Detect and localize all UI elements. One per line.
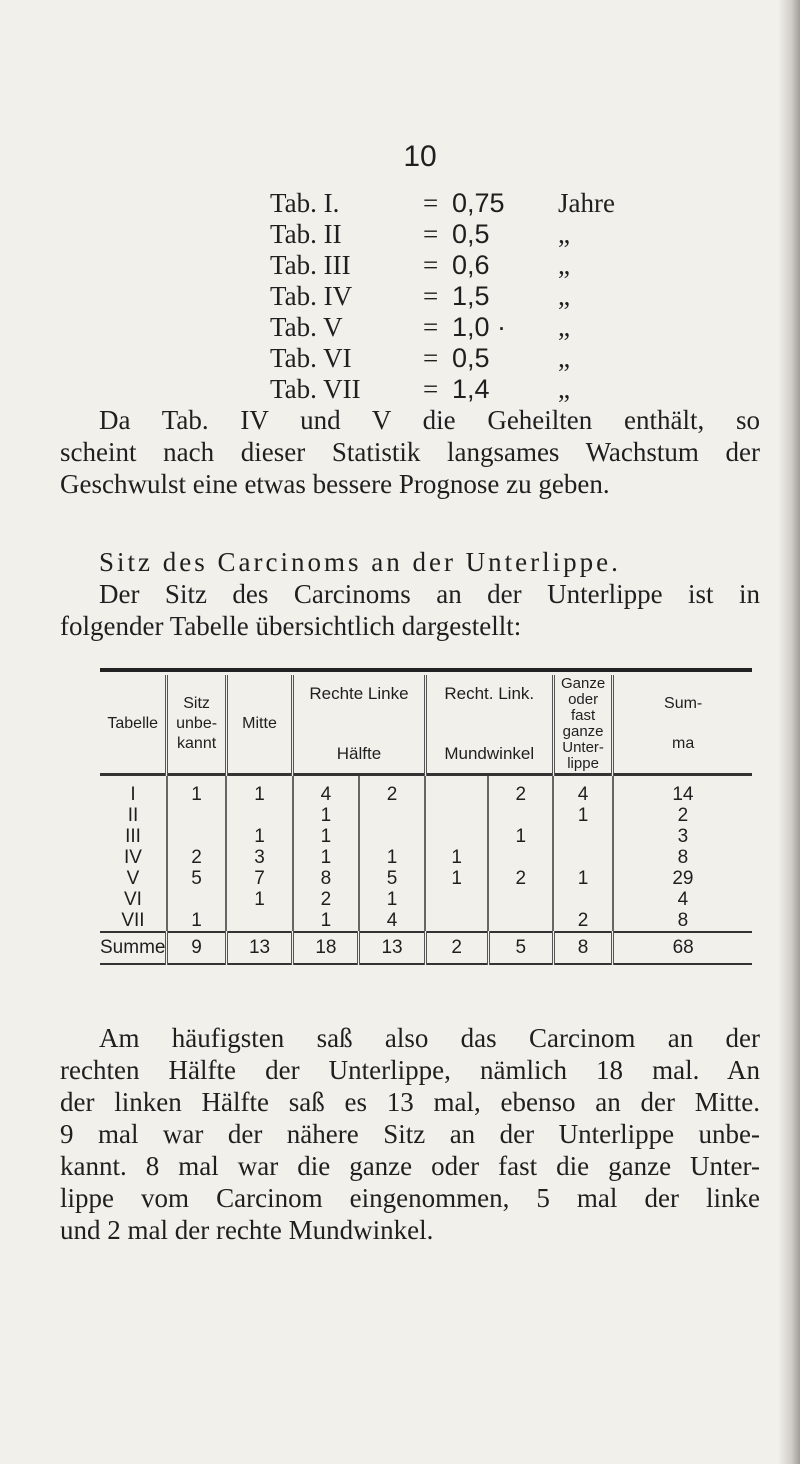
duration-unit: „ (558, 312, 570, 342)
text-line: scheint nach dieser Statistik langsames Wachstum der (60, 437, 760, 467)
cell-summa: 29 (613, 868, 752, 889)
cell-rechte: 4 (293, 775, 359, 806)
duration-value: 0,75 (452, 188, 505, 218)
cell-recht-mw (425, 805, 488, 826)
carcinoma-location-table (100, 675, 752, 965)
cell-summa: 3 (613, 826, 752, 847)
cell-sitz: 1 (167, 910, 226, 932)
duration-unit: „ (558, 374, 570, 404)
cell-link-mw: 1 (488, 826, 553, 847)
cell-linke (359, 826, 425, 847)
paragraph-conclusion (60, 1022, 760, 1246)
cell-linke (359, 805, 425, 826)
header-ganze-unterlippe: Ganze oder fast ganze Unter- lippe (553, 675, 612, 775)
row-label: VI (124, 889, 142, 910)
header-tabelle: Tabelle (100, 675, 167, 775)
cell-recht-mw (425, 775, 488, 806)
cell-rechte: 1 (293, 910, 359, 932)
row-label: VII (121, 910, 145, 931)
cell-linke: 1 (359, 847, 425, 868)
text-line: kannt. 8 mal war die ganze oder fast die ganze Unter- (60, 1151, 760, 1181)
text-line: 9 mal war der nähere Sitz an der Unterlippe unbe- (60, 1119, 760, 1149)
duration-row (270, 281, 630, 312)
header-mitte: Mitte (226, 675, 293, 775)
cell-ganze (553, 826, 612, 847)
cell-recht-mw (425, 910, 488, 932)
duration-row (270, 250, 630, 281)
equals-sign: = (423, 374, 439, 404)
sum-cell-total: 68 (613, 932, 752, 964)
duration-label: Tab. I. (270, 188, 340, 218)
duration-row (270, 343, 630, 374)
cell-ganze: 1 (553, 868, 612, 889)
cell-mitte: 7 (226, 868, 293, 889)
cell-mitte: 3 (226, 847, 293, 868)
header-haelfte: Rechte Linke Hälfte (293, 675, 425, 775)
duration-list (270, 188, 630, 405)
duration-row (270, 374, 630, 405)
header-mundwinkel: Recht. Link. Mundwinkel (425, 675, 553, 775)
text-line: Der Sitz des Carcinoms an der Unterlippe ist in (99, 579, 760, 609)
cell-mitte: 1 (226, 889, 293, 910)
duration-value: 0,6 (452, 250, 490, 280)
table-row (100, 847, 752, 868)
cell-summa: 8 (613, 847, 752, 868)
cell-mitte: 1 (226, 826, 293, 847)
duration-label: Tab. VII (270, 374, 361, 404)
cell-ganze (553, 889, 612, 910)
duration-unit: Jahre (558, 188, 615, 218)
table-header-row (100, 675, 752, 775)
duration-value: 0,5 (452, 219, 490, 249)
cell-ganze: 2 (553, 910, 612, 932)
equals-sign: = (423, 312, 439, 342)
duration-label: Tab. IV (270, 281, 353, 311)
cell-link-mw: 2 (488, 868, 553, 889)
duration-value: 0,5 (452, 343, 490, 373)
cell-rechte: 8 (293, 868, 359, 889)
cell-recht-mw (425, 826, 488, 847)
cell-sitz (167, 805, 226, 826)
cell-sitz: 5 (167, 868, 226, 889)
cell-summa: 14 (613, 775, 752, 806)
page-number: 10 (403, 140, 437, 173)
duration-label: Tab. VI (270, 343, 352, 373)
table-row (100, 826, 752, 847)
table-row (100, 889, 752, 910)
duration-unit: „ (558, 219, 570, 249)
row-label: III (125, 826, 141, 847)
cell-link-mw (488, 889, 553, 910)
cell-rechte: 2 (293, 889, 359, 910)
sum-cell: 9 (167, 932, 226, 964)
cell-summa: 8 (613, 910, 752, 932)
duration-label: Tab. V (270, 312, 343, 342)
table-row (100, 805, 752, 826)
duration-row (270, 219, 630, 250)
cell-mitte (226, 805, 293, 826)
cell-linke: 5 (359, 868, 425, 889)
header-summa: Sum- ma (613, 675, 752, 775)
cell-rechte: 1 (293, 826, 359, 847)
text-line: Geschwulst eine etwas bessere Prognose zu geben. (60, 469, 610, 499)
table-row (100, 910, 752, 932)
cell-recht-mw (425, 889, 488, 910)
cell-ganze: 1 (553, 805, 612, 826)
cell-rechte: 1 (293, 847, 359, 868)
duration-row (270, 312, 630, 343)
cell-sitz (167, 826, 226, 847)
sum-cell: 8 (553, 932, 612, 964)
duration-value: 1,5 (452, 281, 490, 311)
section-heading: Sitz des Carcinoms an der Unterlippe. (99, 547, 621, 577)
cell-link-mw (488, 910, 553, 932)
cell-summa: 2 (613, 805, 752, 826)
cell-linke: 2 (359, 775, 425, 806)
cell-rechte: 1 (293, 805, 359, 826)
duration-label: Tab. II (270, 219, 342, 249)
sum-row (100, 932, 752, 964)
cell-link-mw: 2 (488, 775, 553, 806)
sum-cell: 5 (488, 932, 553, 964)
cell-sitz: 2 (167, 847, 226, 868)
duration-label: Tab. III (270, 250, 351, 280)
header-sitz-unbekannt: Sitz unbe- kannt (167, 675, 226, 775)
text-line: folgender Tabelle übersichtlich dargestellt: (60, 611, 522, 641)
row-label: II (127, 805, 139, 826)
sum-cell: 2 (425, 932, 488, 964)
cell-ganze (553, 847, 612, 868)
text-line: lippe vom Carcinom eingenommen, 5 mal der linke (60, 1183, 760, 1213)
text-line: Da Tab. IV und V die Geheilten enthält, so (99, 405, 760, 435)
table-top-rule (100, 668, 752, 672)
sum-cell: 18 (293, 932, 359, 964)
duration-value: 1,0 · (452, 312, 507, 342)
cell-summa: 4 (613, 889, 752, 910)
duration-row (270, 188, 630, 219)
duration-unit: „ (558, 250, 570, 280)
text-line: und 2 mal der rechte Mundwinkel. (60, 1215, 434, 1245)
equals-sign: = (423, 250, 439, 280)
equals-sign: = (423, 219, 439, 249)
cell-mitte (226, 910, 293, 932)
table-row (100, 868, 752, 889)
text-line: rechten Hälfte der Unterlippe, nämlich 18 mal. An (60, 1055, 760, 1085)
cell-sitz: 1 (167, 775, 226, 806)
cell-mitte: 1 (226, 775, 293, 806)
duration-unit: „ (558, 281, 570, 311)
cell-recht-mw: 1 (425, 847, 488, 868)
paragraph-prognosis (60, 404, 760, 500)
section-intro (60, 546, 760, 642)
cell-linke: 1 (359, 889, 425, 910)
row-label: IV (124, 847, 142, 868)
equals-sign: = (423, 343, 439, 373)
equals-sign: = (423, 188, 439, 218)
sum-cell: 13 (359, 932, 425, 964)
row-label: V (126, 868, 140, 889)
cell-sitz (167, 889, 226, 910)
sum-cell: 13 (226, 932, 293, 964)
duration-unit: „ (558, 343, 570, 373)
duration-value: 1,4 (452, 374, 490, 404)
cell-ganze: 4 (553, 775, 612, 806)
text-line: der linken Hälfte saß es 13 mal, ebenso an der Mitte. (60, 1087, 760, 1117)
text-line: Am häufigsten saß also das Carcinom an der (99, 1023, 760, 1053)
sum-label: Summe (100, 932, 167, 964)
cell-link-mw (488, 847, 553, 868)
page-edge-shadow (778, 0, 800, 1464)
cell-recht-mw: 1 (425, 868, 488, 889)
row-label: I (130, 784, 136, 805)
cell-linke: 4 (359, 910, 425, 932)
equals-sign: = (423, 281, 439, 311)
table-row (100, 775, 752, 806)
cell-link-mw (488, 805, 553, 826)
